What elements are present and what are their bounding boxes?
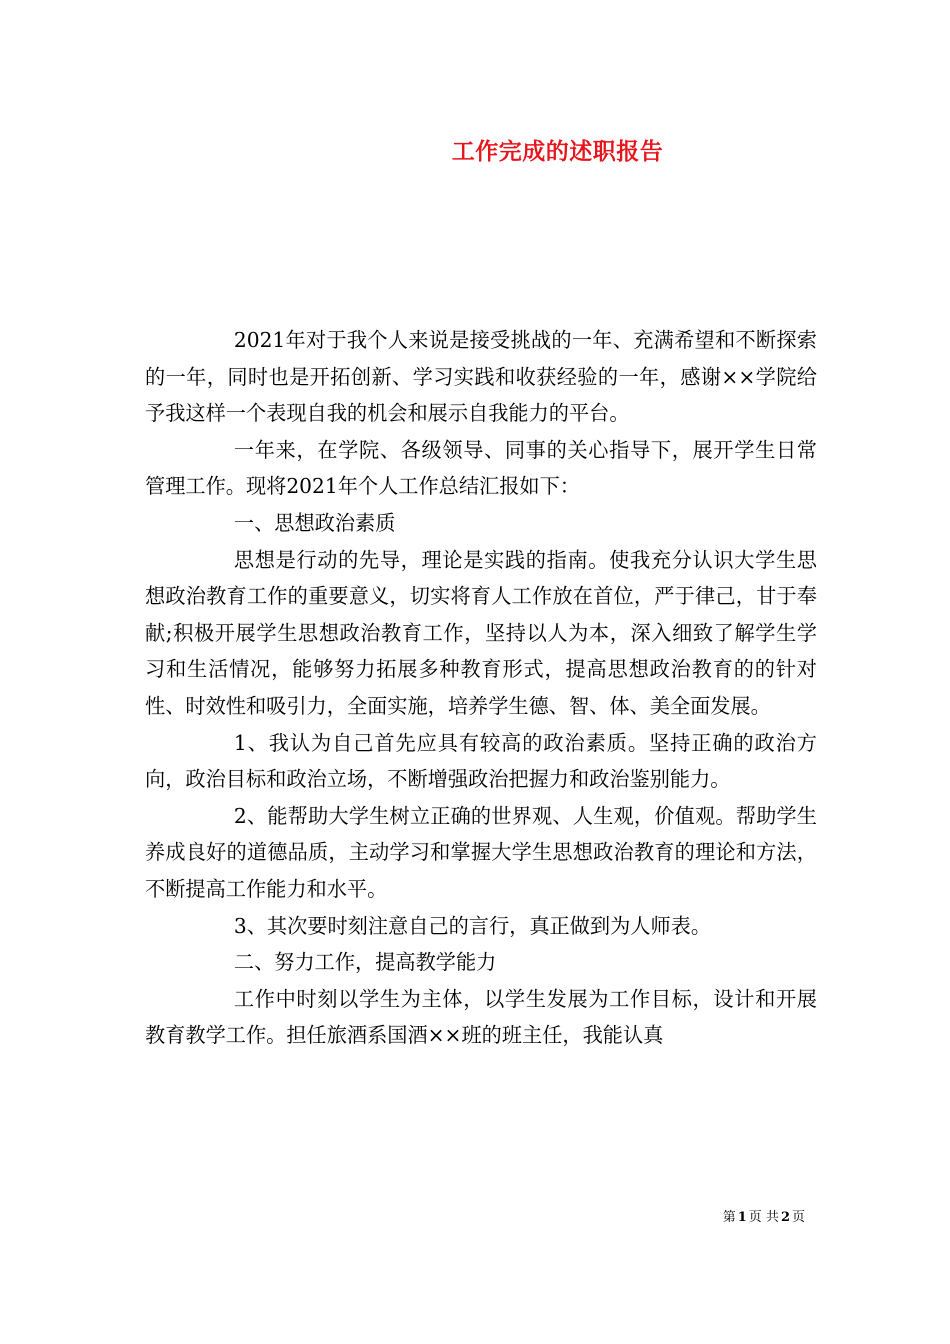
section-heading-1: 一、思想政治素质: [233, 510, 396, 535]
paragraph-item-1: 1、我认为自己首先应具有较高的政治素质。坚持正确的政治方向，政治目标和政治立场，不断增强政治把握力和政治鉴别能力。: [145, 730, 817, 792]
paragraph-summary: 一年来，在学院、各级领导、同事的关心指导下，展开学生日常管理工作。现将2021年个人工作总结汇报如下：: [145, 437, 817, 499]
paragraph-intro: 2021年对于我个人来说是接受挑战的一年、充满希望和不断探索的一年，同时也是开拓创新、学习实践和收获经验的一年，感谢××学院给予我这样一个表现自我的机会和展示自我能力的平台。: [145, 328, 817, 426]
document-body: [145, 322, 817, 1054]
paragraph-item-3: 3、其次要时刻注意自己的言行，真正做到为人师表。: [233, 913, 712, 938]
footer-total-pages: 2: [780, 1210, 790, 1225]
footer-middle: 页 共: [748, 1210, 779, 1225]
document-title: 工作完成的述职报告: [451, 138, 664, 165]
page-footer: [723, 1206, 805, 1225]
paragraph-item-2: 2、能帮助大学生树立正确的世界观、人生观，价值观。帮助学生养成良好的道德品质，主动学习和掌握大学生思想政治教育的理论和方法，不断提高工作能力和水平。: [145, 803, 817, 901]
footer-prefix: 第: [722, 1210, 736, 1225]
section-heading-2: 二、努力工作，提高教学能力: [233, 950, 497, 975]
paragraph-section-2: 工作中时刻以学生为主体，以学生发展为工作目标，设计和开展教育教学工作。担任旅酒系国酒××班的班主任，我能认真: [145, 986, 817, 1048]
footer-suffix: 页: [791, 1210, 805, 1225]
footer-current-page: 1: [737, 1210, 747, 1225]
paragraph-section-1: 思想是行动的先导，理论是实践的指南。使我充分认识大学生思想政治教育工作的重要意义，切实将育人工作放在首位，严于律己，甘于奉献;积极开展学生思想政治教育工作，坚持以人为本，深入细致了解学生学习和生活情况，能够努力拓展多种教育形式，提高思想政治教育的的针对性、时效性和吸引力，全面实施，培养学生德、智、体、美全面发展。: [145, 547, 817, 718]
